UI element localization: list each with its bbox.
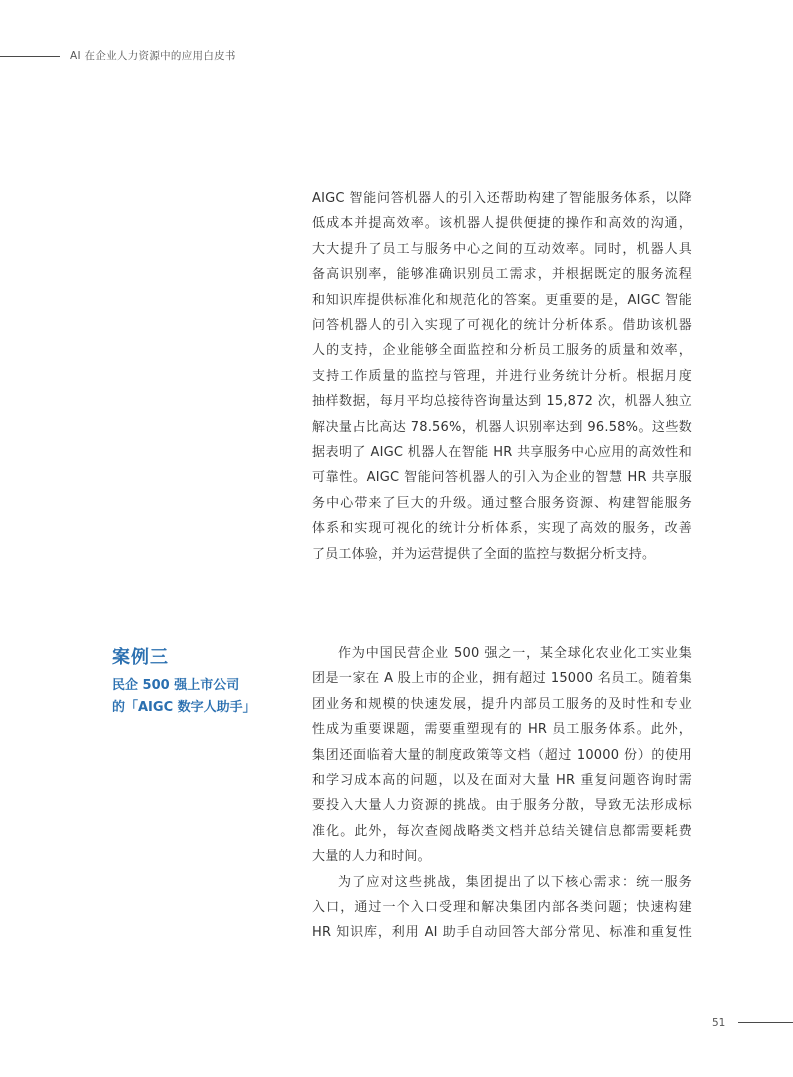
paragraph-case3-requirements — [312, 870, 692, 946]
text-line: 了员工体验，并为运营提供了全面的监控与数据分析支持。 — [312, 546, 656, 562]
text-line: 低成本并提高效率。该机器人提供便捷的操作和高效的沟通， — [312, 216, 692, 232]
text-line: 团是一家在 A 股上市的企业，拥有超过 15000 名员工。随着集 — [312, 671, 692, 687]
text-line: 集团还面临着大量的制度政策等文档（超过 10000 份）的使用 — [312, 747, 692, 763]
text-line: 问答机器人的引入实现了可视化的统计分析体系。借助该机器 — [312, 318, 692, 334]
case-subtitle-line2: 的「AIGC 数字人助手」 — [112, 700, 256, 715]
case-subtitle-line1: 民企 500 强上市公司 — [112, 678, 240, 693]
text-line: 准化。此外，每次查阅战略类文档并总结关键信息都需要耗费 — [312, 823, 692, 839]
text-line: 备高识别率，能够准确识别员工需求，并根据既定的服务流程 — [312, 267, 692, 283]
text-line: 和知识库提供标准化和规范化的答案。更重要的是，AIGC 智能 — [312, 292, 692, 308]
text-line: 要投入大量人力资源的挑战。由于服务分散，导致无法形成标 — [312, 798, 692, 814]
footer-rule — [738, 1022, 793, 1023]
text-line: 大量的人力和时间。 — [312, 849, 431, 865]
paragraph-case3-background — [312, 641, 692, 870]
text-line: 性成为重要课题，需要重塑现有的 HR 员工服务体系。此外， — [312, 722, 692, 738]
running-header-title: AI 在企业人力资源中的应用白皮书 — [70, 50, 236, 62]
text-line: 据表明了 AIGC 机器人在智能 HR 共享服务中心应用的高效性和 — [312, 445, 692, 461]
text-line: 作为中国民营企业 500 强之一，某全球化农业化工实业集 — [338, 646, 692, 661]
text-line: 团业务和规模的快速发展，提升内部员工服务的及时性和专业 — [312, 696, 692, 712]
page-number: 51 — [712, 1017, 726, 1029]
text-line: 体系和实现可视化的统计分析体系，实现了高效的服务，改善 — [312, 521, 692, 537]
text-line: 支持工作质量的监控与管理，并进行业务统计分析。根据月度 — [312, 368, 692, 384]
text-line: 大大提升了员工与服务中心之间的互动效率。同时，机器人具 — [312, 241, 692, 257]
text-line: 务中心带来了巨大的升级。通过整合服务资源、构建智能服务 — [312, 495, 692, 511]
text-line: 为了应对这些挑战，集团提出了以下核心需求：统一服务 — [338, 874, 692, 890]
section-case3-text — [312, 641, 692, 946]
section-aigc-robot-text — [312, 186, 692, 567]
header-rule — [0, 56, 60, 57]
paragraph-aigc-robot — [312, 186, 692, 567]
text-line: 和学习成本高的问题，以及在面对大量 HR 重复问题咨询时需 — [312, 773, 692, 789]
text-line: 入口，通过一个入口受理和解决集团内部各类问题；快速构建 — [312, 900, 692, 916]
text-line: 可靠性。AIGC 智能问答机器人的引入为企业的智慧 HR 共享服 — [312, 470, 692, 486]
case-heading: 案例三 — [112, 647, 169, 668]
text-line: 解决量占比高达 78.56%，机器人识别率达到 96.58%。这些数 — [312, 419, 692, 435]
text-line: 人的支持，企业能够全面监控和分析员工服务的质量和效率， — [312, 343, 692, 359]
text-line: 抽样数据，每月平均总接待咨询量达到 15,872 次，机器人独立 — [312, 394, 692, 410]
text-line: HR 知识库，利用 AI 助手自动回答大部分常见、标准和重复性 — [312, 925, 692, 941]
case-subtitle — [112, 675, 256, 719]
text-line: AIGC 智能问答机器人的引入还帮助构建了智能服务体系，以降 — [312, 191, 692, 206]
